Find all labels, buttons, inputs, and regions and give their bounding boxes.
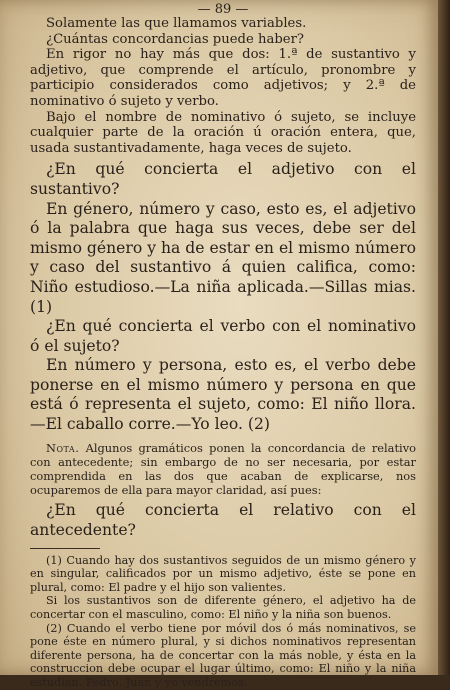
footnote: (2) Cuando el verbo tiene por móvil dos ó más nominativos, se pone éste en número plural, y si dichos nominativos representan diferente persona, ha de concertar con la más noble, y ésta en la construccion debe ocupar el lugar último, como: El niño y la niña estudian. Pedro, Juan y yo vendremos. [30,621,416,689]
note-text: Algunos gramáticos ponen la concordancia de relativo con antecedente; sin embargo de no ser necesaria, por estar comprendida en las dos que acaban de explicarse, nos ocuparemos de ella para mayor claridad, así pues: [30,440,416,498]
note-paragraph [30,441,416,498]
answer-paragraph: Bajo el nombre de nominativo ó sujeto, se incluye cualquier parte de la oración ú oración entera, que, usada sustantivadamente, haga veces de sujeto. [30,109,416,156]
footnote: Si los sustantivos son de diferente género, el adjetivo ha de concertar con el masculino, como: El niño y la niña son buenos. [30,594,416,622]
answer-paragraph: Solamente las que llamamos variables. [46,16,307,31]
page-number: — 89 — [197,2,249,17]
footnote: (1) Cuando hay dos sustantivos seguidos de un mismo género y en singular, calificados por un mismo adjetivo, éste se pone en plural, como: El padre y el hijo son valientes. [30,553,416,594]
question-paragraph: ¿En qué concierta el verbo con el nominativo ó el sujeto? [30,317,416,355]
answer-paragraph: En número y persona, esto es, el verbo debe ponerse en el mismo número y persona en que está ó representa el sujeto, como: El niño llora. —El caballo corre.—Yo leo. (2) [30,356,416,434]
page-content [30,0,416,690]
note-label: Nota. [46,440,80,455]
answer-paragraph: En género, número y caso, esto es, el adjetivo ó la palabra que haga sus veces, debe ser del mismo género y ha de estar en el mismo número y caso del sustantivo á quien califica, como: Niño estudioso.—La niña aplicada.—Sillas mias. (1) [30,199,416,316]
question-paragraph: ¿En qué concierta el relativo con el antecedente? [30,501,416,540]
answer-paragraph: En rigor no hay más que dos: 1.ª de sustantivo y adjetivo, que comprende el artículo, pronombre y participio considerados como adjetivos; y 2.ª de nominativo ó sujeto y verbo. [30,47,416,109]
page-edge [438,0,450,675]
question-paragraph: ¿En qué concierta el adjetivo con el sustantivo? [30,160,416,198]
footnote-divider [30,548,100,549]
question-paragraph: ¿Cuántas concordancias puede haber? [46,31,304,47]
